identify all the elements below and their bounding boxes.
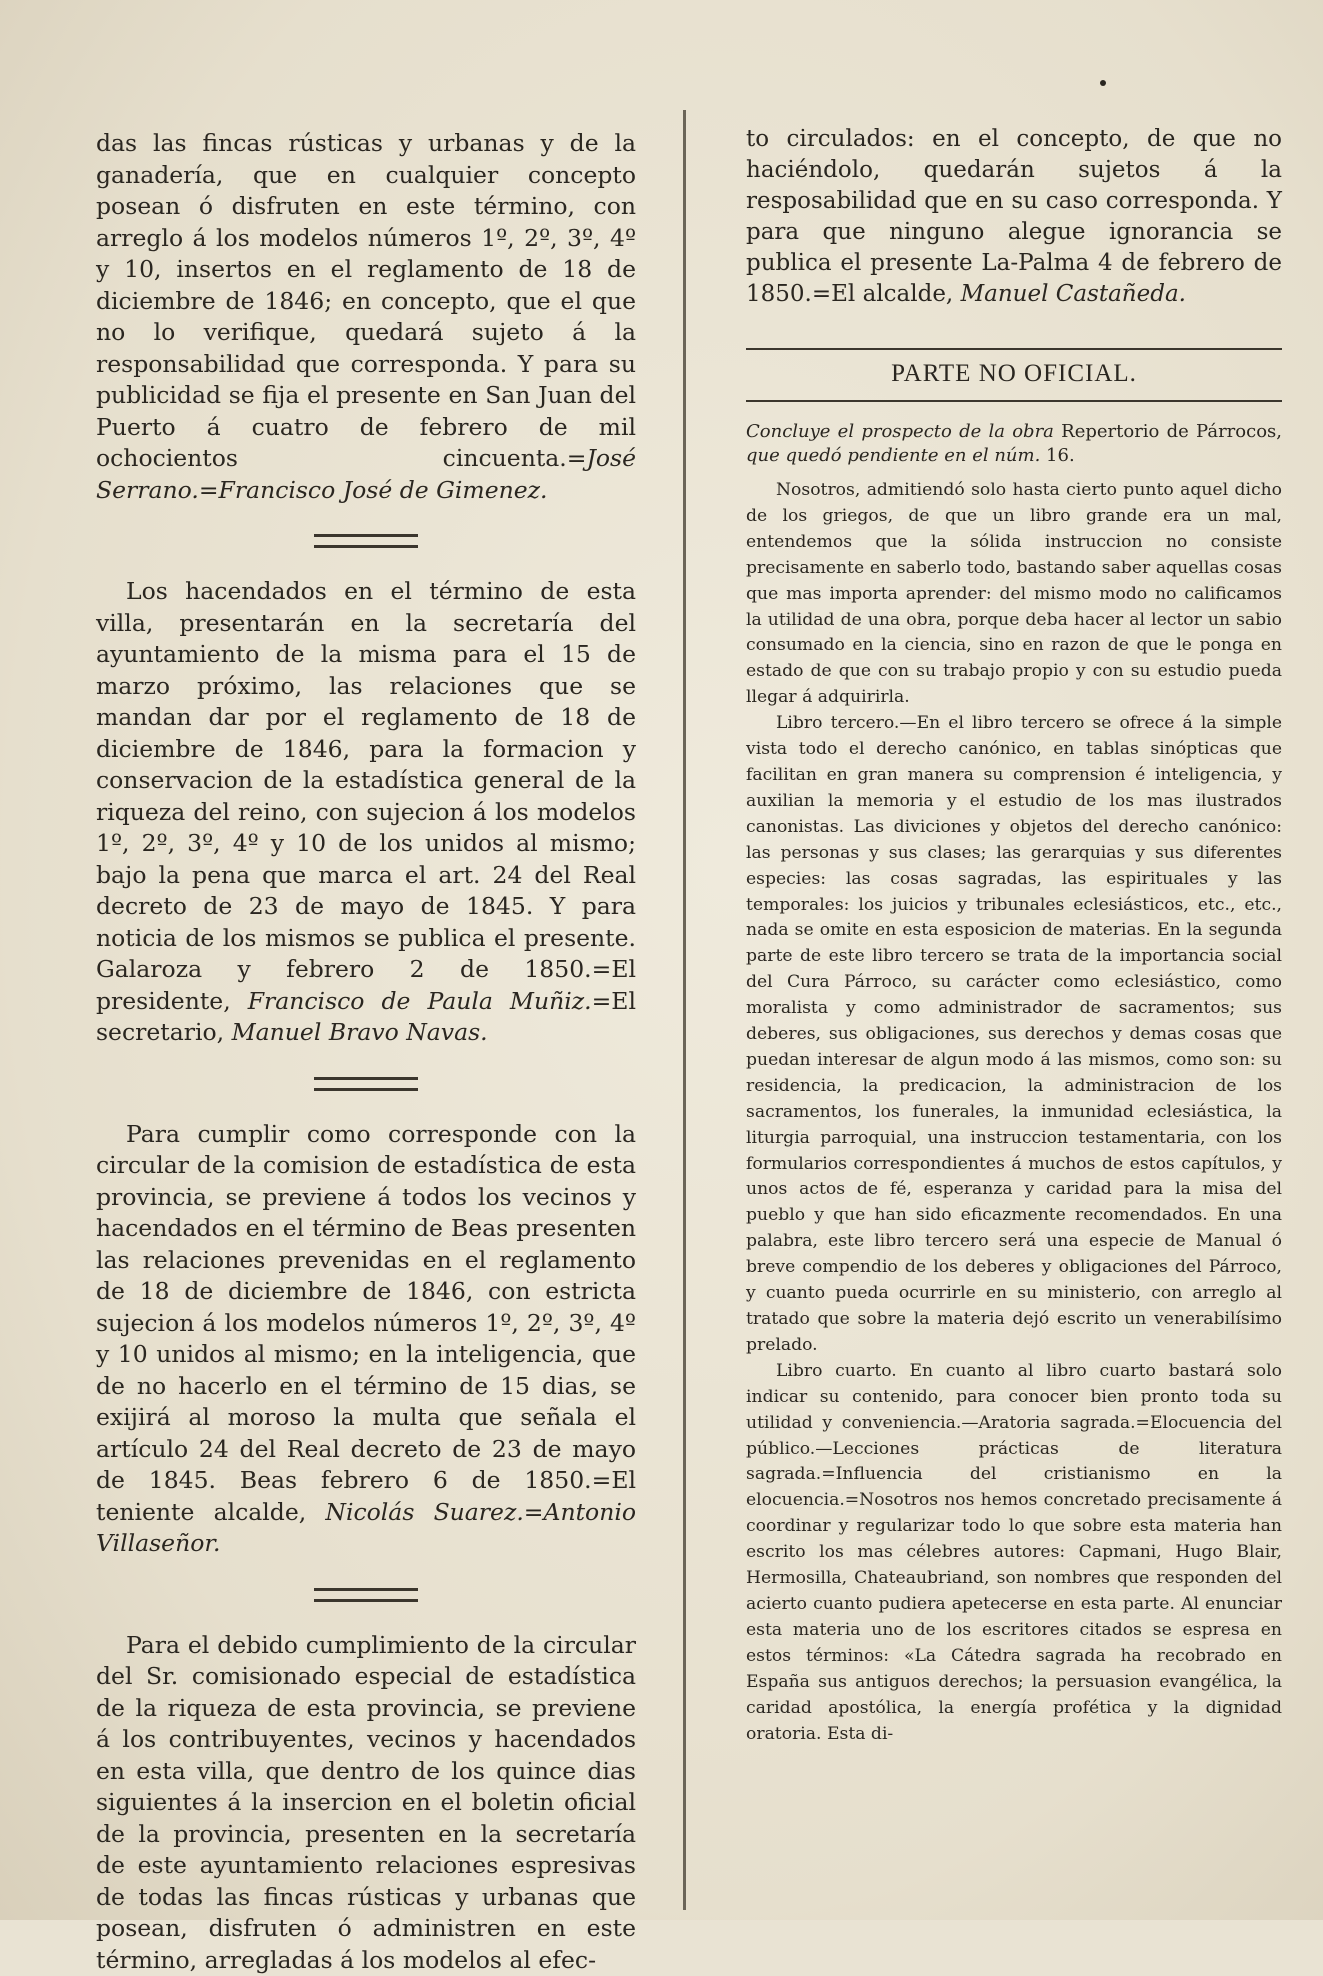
article-paragraph: Libro tercero.—En el libro tercero se ofrece á la simple vista todo el derecho canónico, en tablas sinópticas que facilitan en gran manera su comprension é inteligencia, y auxilian la memoria y el estudio de los mas ilustrados canonistas. Las diviciones y objetos del derecho canónico: las personas y sus clases; las gerarquias y sus diferentes especies: las cosas sagradas, las espirituales y las temporales: los juicios y tribunales eclesiásticos, etc., etc., nada se omite en esta esposicion de materias. En la segunda parte de este libro tercero se trata de la importancia social del Cura Párroco, su carácter como eclesiástico, como moralista y como administrador de sacramentos; sus deberes, sus obligaciones, sus derechos y demas cosas que puedan interesar de algun modo á las mismos, como son: su residencia, la predicacion, la administracion de los sacramentos, los funerales, la inmunidad eclesiástica, la liturgia parroquial, una instruccion testamentaria, con los formularios correspondientes á muchos de estos capítulos, y unos actos de fé, esperanza y caridad para la misa del pueblo y que han sido eficazmente recomendados. En una palabra, este libro tercero será una especie de Manual ó breve compendio de los deberes y obligaciones del Párroco, y cuanto pueda ocurrirle en su ministerio, con arreglo al tratado que sobre la materia dejó escrito un venerabilísimo prelado. bbox=[746, 711, 1282, 1359]
announcement-beas: Para cumplir como corresponde con la circular de la comision de estadística de esta provincia, se previene á todos los vecinos y hacendados en el término de Beas presenten las relaciones prevenidas en el reglamento de 18 de diciembre de 1846, con estricta sujecion á los modelos números 1º, 2º, 3º, 4º y 10 unidos al mismo; en la inteligencia, que de no hacerlo en el término de 15 dias, se exijirá al moroso la multa que señala el artículo 24 del Real decreto de 23 de mayo de 1845. Beas febrero 6 de 1850.=El teniente alcalde, Nicolás Suarez.=Antonio Villaseñor. bbox=[96, 1119, 636, 1560]
article-subtitle: Concluye el prospecto de la obra Repertorio de Párrocos, que quedó pendiente en el núm. 16. bbox=[746, 420, 1282, 468]
section-title: PARTE NO OFICIAL. bbox=[746, 360, 1282, 388]
section-rule-bottom bbox=[746, 400, 1282, 402]
signature-secretary: Manuel Bravo Navas. bbox=[232, 1018, 488, 1046]
separator-rule bbox=[314, 1077, 418, 1091]
signature-beas: Nicolás Suarez.=Antonio Villaseñor. bbox=[96, 1498, 636, 1558]
signature-la-palma: Manuel Castañeda. bbox=[961, 281, 1186, 307]
separator-rule bbox=[314, 1588, 418, 1602]
announcement-galaroza: Los hacendados en el término de esta villa, presentarán en la secretaría del ayuntamiento de la misma para el 15 de marzo próximo, las relaciones que se mandan dar por el reglamento de 18 de diciembre de 1846, para la formacion y conservacion de la estadística general de la riqueza del reino, con sujecion á los modelos 1º, 2º, 3º, 4º y 10 de los unidos al mismo; bajo la pena que marca el art. 24 del Real decreto de 23 de mayo de 1845. Y para noticia de los mismos se publica el presente. Galaroza y febrero 2 de 1850.=El presidente, Francisco de Paula Muñiz.=El secretario, Manuel Bravo Navas. bbox=[96, 576, 636, 1049]
announcement-la-palma: to circulados: en el concepto, de que no haciéndolo, quedarán sujetos á la resposabilidad que en su caso corresponda. Y para que ninguno alegue ignorancia se publica el presente La-Palma 4 de febrero de 1850.=El alcalde, Manuel Castañeda. bbox=[746, 124, 1282, 310]
separator-rule bbox=[314, 534, 418, 548]
announcement-san-juan: das las fincas rústicas y urbanas y de la ganadería, que en cualquier concepto posean ó disfruten en este término, con arreglo á los modelos números 1º, 2º, 3º, 4º y 10, insertos en el reglamento de 18 de diciembre de 1846; en concepto, que el que no lo verifique, quedará sujeto á la responsabilidad que corresponda. Y para su publicidad se fija el presente en San Juan del Puerto á cuatro de febrero de mil ochocientos cincuenta.=José Serrano.=Francisco José de Gimenez. bbox=[96, 128, 636, 506]
section-rule-top bbox=[746, 348, 1282, 350]
article-paragraph: Libro cuarto. En cuanto al libro cuarto bastará solo indicar su contenido, para conocer bien pronto toda su utilidad y conveniencia.—Aratoria sagrada.=Elocuencia del público.—Lecciones prácticas de literatura sagrada.=Influencia del cristianismo en la elocuencia.=Nosotros nos hemos concretado precisamente á coordinar y regularizar todo lo que sobre esta materia han escrito los mas célebres autores: Capmani, Hugo Blair, Hermosilla, Chateaubriand, son nombres que responden del acierto cuanto pudiera apetecerse en esta parte. Al enunciar esta materia uno de los escritores citados se espresa en estos términos: «La Cátedra sagrada ha recobrado en España sus antiguos derechos; la persuasion evangélica, la caridad apostólica, la energía profética y la dignidad oratoria. Esta di- bbox=[746, 1359, 1282, 1748]
article-paragraph: Nosotros, admitiendó solo hasta cierto punto aquel dicho de los griegos, de que un libro grande era un mal, entendemos que la sólida instruccion no consiste precisamente en saberlo todo, bastando saber aquellas cosas que mas importa aprender: del mismo modo no calificamos la utilidad de una obra, porque deba hacer al lector un sabio consumado en la ciencia, sino en razon de que le ponga en estado de que con su trabajo propio y con su estudio pueda llegar á adquirirla. bbox=[746, 478, 1282, 711]
announcement-contribuyentes: Para el debido cumplimiento de la circular del Sr. comisionado especial de estadística de la riqueza de esta provincia, se previene á los contribuyentes, vecinos y hacendados en esta villa, que dentro de los quince dias siguientes á la insercion en el boletin oficial de la provincia, presenten en la secretaría de este ayuntamiento relaciones espresivas de todas las fincas rústicas y urbanas que posean, disfruten ó administren en este término, arregladas á los modelos al efec- bbox=[96, 1630, 636, 1976]
column-divider bbox=[683, 110, 686, 1910]
signature-president: Francisco de Paula Muñiz. bbox=[248, 987, 592, 1015]
signature-san-juan: José Serrano.=Francisco José de Gimenez. bbox=[96, 444, 636, 504]
ink-dot bbox=[1100, 80, 1106, 86]
left-column bbox=[96, 128, 636, 1976]
right-column bbox=[746, 124, 1282, 1747]
